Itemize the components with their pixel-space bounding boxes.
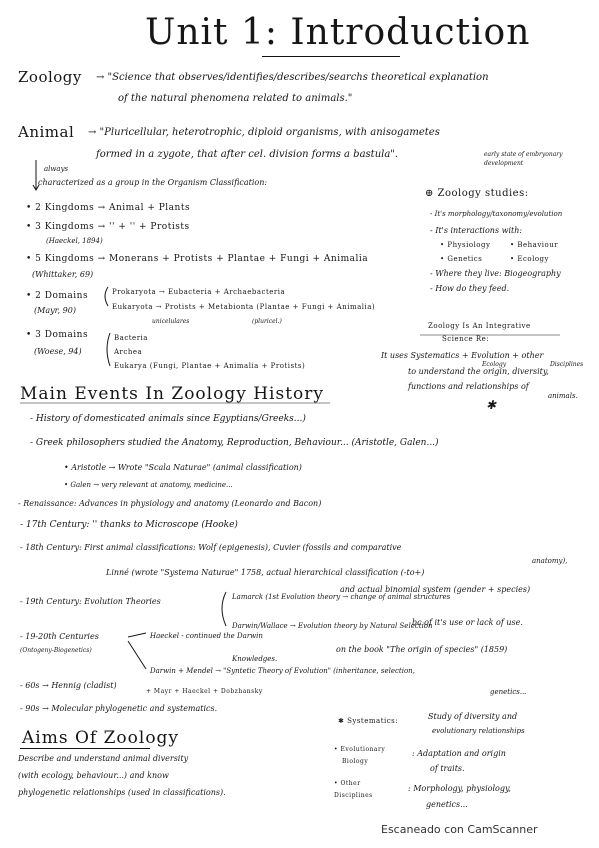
event-60s: - 60s → Hennig (cladist) bbox=[20, 681, 117, 690]
systematics-label: ✱ Systematics: bbox=[338, 717, 399, 725]
evo-biology-label: • Evolutionary bbox=[334, 746, 386, 753]
integrative-line3: functions and relationships of bbox=[408, 382, 529, 391]
event-haeckel: Haeckel - continued the Darwin bbox=[150, 632, 263, 640]
event-galen: • Galen → very relevant at anatomy, medicine... bbox=[64, 481, 233, 489]
zoology-label: Zoology bbox=[18, 68, 82, 86]
systematics-text2: evolutionary relationships bbox=[432, 727, 525, 735]
event-greek-philosophers: - Greek philosophers studied the Anatomy, Reproduction, Behaviour... (Aristotle, Galen...) bbox=[30, 438, 439, 448]
animal-def-line2: formed in a zygote, that after cel. division forms a bastula". bbox=[96, 149, 399, 160]
zoology-studies-physiology: • Physiology bbox=[440, 241, 491, 249]
haeckel-arrow-icon bbox=[128, 633, 146, 637]
domains-3-author: (Woese, 94) bbox=[34, 347, 82, 356]
event-19-20th-author: (Ontogeny-Biogenetics) bbox=[20, 647, 92, 654]
zoology-studies-item6: - How do they feed. bbox=[430, 284, 510, 293]
domains-2-eukaryota: Eukaryota → Protists + Metabionta (Plantae + Fungi + Animalia) bbox=[112, 303, 376, 311]
main-events-heading: Main Events In Zoology History bbox=[20, 384, 325, 404]
event-linne-cont: and actual binomial system (gender + species) bbox=[340, 585, 531, 594]
integrative-line4: animals. bbox=[548, 392, 578, 400]
evo-biology-text2: of traits. bbox=[430, 764, 465, 773]
other-disciplines-label2: Disciplines bbox=[334, 792, 373, 799]
event-mayr: + Mayr + Haeckel + Dobzhansky bbox=[146, 688, 263, 695]
event-18th-century: - 18th Century: First animal classifications: Wolf (epigenesis), Cuvier (fossils and comparative bbox=[20, 543, 402, 552]
zoology-studies-item1: - It's morphology/taxonomy/evolution bbox=[430, 210, 563, 218]
other-disciplines-text: : Morphology, physiology, bbox=[408, 784, 511, 793]
event-darwin-wallace-cont: on the book "The origin of species" (1859) bbox=[336, 645, 508, 654]
kingdoms-3-author: (Haeckel, 1894) bbox=[46, 237, 103, 245]
aims-heading: Aims Of Zoology bbox=[22, 728, 180, 748]
kingdoms-5-author: (Whittaker, 69) bbox=[32, 270, 94, 279]
evo-biology-label2: Biology bbox=[342, 758, 369, 765]
domains-2-author: (Mayr, 90) bbox=[34, 306, 76, 315]
classification-lead: characterized as a group in the Organism Classification: bbox=[38, 178, 268, 187]
asterisk-icon: ✱ bbox=[486, 398, 497, 412]
scanner-watermark: Escaneado con CamScanner bbox=[381, 823, 538, 836]
integrative-heading2: Science Re: bbox=[442, 335, 490, 343]
kingdoms-5: • 5 Kingdoms → Monerans + Protists + Plantae + Fungi + Animalia bbox=[26, 254, 369, 264]
animal-label: Animal bbox=[18, 123, 75, 141]
event-aristotle: • Aristotle → Wrote "Scala Naturae" (animal classification) bbox=[64, 463, 302, 472]
evo-biology-text: : Adaptation and origin bbox=[412, 749, 506, 758]
darwin-mendel-arrow-icon bbox=[128, 641, 146, 669]
event-renaissance: - Renaissance: Advances in physiology and anatomy (Leonardo and Bacon) bbox=[18, 499, 322, 508]
event-darwin-mendel: Darwin + Mendel → "Syntetic Theory of Evolution" (inheritance, selection, bbox=[150, 667, 415, 675]
always-note: always bbox=[44, 165, 69, 173]
domains-2-prokaryota: Prokaryota → Eubacteria + Archaebacteria bbox=[112, 288, 286, 296]
kingdoms-3: • 3 Kingdoms → '' + '' + Protists bbox=[26, 222, 190, 232]
domains-3-bacteria: Bacteria bbox=[114, 334, 148, 342]
kingdoms-2: • 2 Kingdoms → Animal + Plants bbox=[26, 203, 191, 213]
event-linne: Linné (wrote "Systema Naturae" 1758, actual hierarchical classification (-to+) bbox=[106, 568, 425, 577]
zoology-studies-genetics: • Genetics bbox=[440, 255, 483, 263]
aims-line1: Describe and understand animal diversity bbox=[18, 754, 189, 763]
domains-3-eukarya: Eukarya (Fungi, Plantae + Animalia + Protists) bbox=[114, 362, 306, 370]
zoology-def-line2: of the natural phenomena related to animals." bbox=[118, 93, 353, 104]
event-darwin-mendel-cont: genetics... bbox=[490, 688, 527, 696]
domains-2-note-pluricel: (pluricel.) bbox=[252, 318, 282, 325]
event-19-20th-centuries: - 19-20th Centuries bbox=[20, 632, 99, 641]
integrative-line2: to understand the origin, diversity, bbox=[408, 367, 549, 376]
event-darwin-wallace: Darwin/Wallace → Evolution theory by Natural Selection bbox=[232, 622, 433, 630]
zoology-studies-heading: ⊕ Zoology studies: bbox=[425, 188, 529, 199]
zoology-studies-behaviour: • Behaviour bbox=[510, 241, 559, 249]
event-lamarck-cont: bc of it's use or lack of use. bbox=[412, 618, 523, 627]
integrative-line1: It uses Systematics + Evolution + other bbox=[381, 351, 544, 360]
other-disciplines-label: • Other bbox=[334, 780, 361, 787]
animal-note: early state of embryonary development bbox=[484, 151, 563, 167]
domains-3-archea: Archea bbox=[114, 348, 143, 356]
domains-2-note-unicel: unicelulares bbox=[152, 318, 190, 325]
domains-3-brace-icon bbox=[107, 333, 110, 366]
event-19th-century: - 19th Century: Evolution Theories bbox=[20, 597, 161, 606]
event-haeckel-cont: Knowledges. bbox=[232, 655, 278, 663]
aims-line3: phylogenetic relationships (used in classifications). bbox=[18, 788, 226, 797]
zoology-def-line1: → "Science that observes/identifies/describes/searchs theoretical explanation bbox=[96, 72, 489, 83]
event-17th-century: - 17th Century: '' thanks to Microscope (Hooke) bbox=[20, 520, 238, 530]
zoology-studies-item2: - It's interactions with: bbox=[430, 226, 523, 235]
event-90s: - 90s → Molecular phylogenetic and systematics. bbox=[20, 704, 218, 713]
integrative-line1-ecology: Ecology bbox=[482, 361, 507, 368]
other-disciplines-text2: genetics... bbox=[426, 800, 468, 809]
domains-2-brace-icon bbox=[105, 287, 108, 306]
domains-3: • 3 Domains bbox=[26, 330, 89, 340]
domains-2: • 2 Domains bbox=[26, 291, 89, 301]
animal-def-line1: → "Pluricellular, heterotrophic, diploid organisms, with anisogametes bbox=[88, 127, 440, 138]
systematics-text: Study of diversity and bbox=[428, 712, 518, 721]
page-title: Unit 1: Introduction bbox=[145, 12, 531, 53]
event-lamarck: Lamarck (1st Evolution theory → change of animal structures bbox=[232, 593, 451, 601]
zoology-studies-ecology: • Ecology bbox=[510, 255, 549, 263]
event-18th-century-cont: anatomy), bbox=[532, 557, 568, 565]
zoology-studies-item5: - Where they live: Biogeography bbox=[430, 269, 561, 278]
aims-line2: (with ecology, behaviour...) and know bbox=[18, 771, 169, 780]
event-domesticated: - History of domesticated animals since Egyptians/Greeks...) bbox=[30, 414, 306, 424]
evolution-theories-brace-icon bbox=[222, 592, 226, 626]
integrative-heading: Zoology Is An Integrative bbox=[428, 322, 531, 330]
integrative-line1-disciplines: Disciplines bbox=[550, 361, 584, 368]
